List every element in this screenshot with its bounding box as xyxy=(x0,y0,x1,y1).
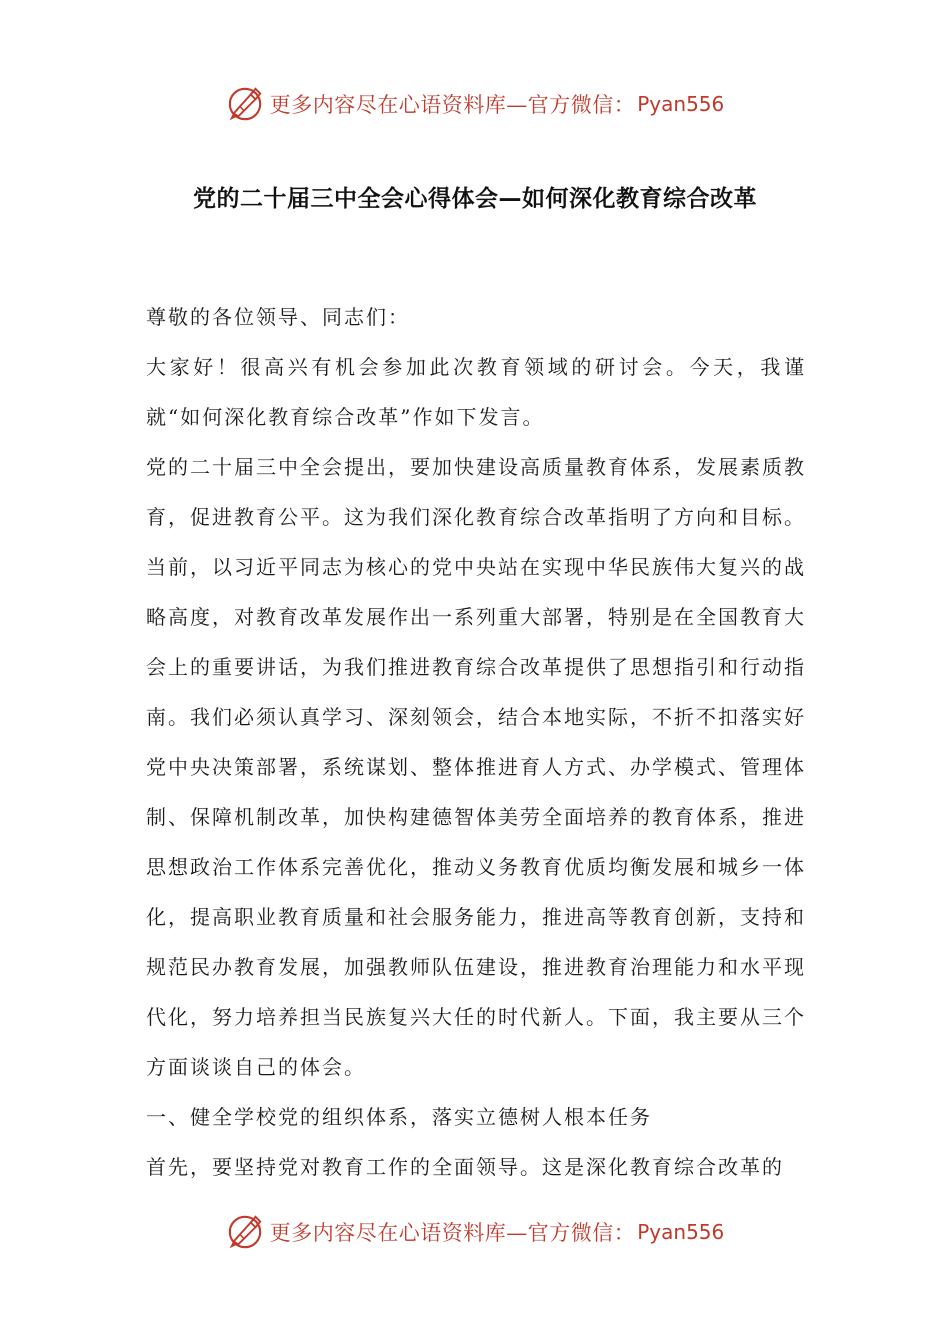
banner-text: 更多内容尽在心语资料库—官方微信： xyxy=(269,1221,636,1245)
footer-watermark-banner xyxy=(0,1210,950,1254)
banner-text: 更多内容尽在心语资料库—官方微信： xyxy=(269,93,636,117)
paragraph-section-1: 首先，要坚持党对教育工作的全面领导。这是深化教育综合改革的 xyxy=(146,1155,784,1179)
paragraph-greeting: 大家好！很高兴有机会参加此次教育领域的研讨会。今天，我谨就“如何深化教育综合改革”作如下发言。 xyxy=(146,355,806,429)
pen-nib-logo-icon xyxy=(226,85,264,123)
paragraph-main: 党的二十届三中全会提出，要加快建设高质量教育体系，发展素质教育，促进教育公平。这为我们深化教育综合改革指明了方向和目标。当前，以习近平同志为核心的党中央站在实现中华民族伟大复兴的战略高度，对教育改革发展作出一系列重大部署，特别是在全国教育大会上的重要讲话，为我们推进教育综合改革提供了思想指引和行动指南。我们必须认真学习、深刻领会，结合本地实际，不折不扣落实好党中央决策部署，系统谋划、整体推进育人方式、办学模式、管理体制、保障机制改革，加快构建德智体美劳全面培养的教育体系，推进思想政治工作体系完善优化，推动义务教育优质均衡发展和城乡一体化，提高职业教育质量和社会服务能力，推进高等教育创新，支持和规范民办教育发展，加强教师队伍建设，推进教育治理能力和水平现代化，努力培养担当民族复兴大任的时代新人。下面，我主要从三个方面谈谈自己的体会。 xyxy=(146,455,806,1079)
document-title: 党的二十届三中全会心得体会—如何深化教育综合改革 xyxy=(193,186,757,212)
section-heading-1: 一、健全学校党的组织体系，落实立德树人根本任务 xyxy=(146,1105,652,1129)
header-watermark-banner xyxy=(0,82,950,126)
banner-wechat-id: Pyan556 xyxy=(637,92,725,116)
salutation: 尊敬的各位领导、同志们： xyxy=(146,305,410,329)
banner-wechat-id: Pyan556 xyxy=(637,1220,725,1244)
document-body xyxy=(146,292,806,1192)
pen-nib-logo-icon xyxy=(226,1213,264,1251)
